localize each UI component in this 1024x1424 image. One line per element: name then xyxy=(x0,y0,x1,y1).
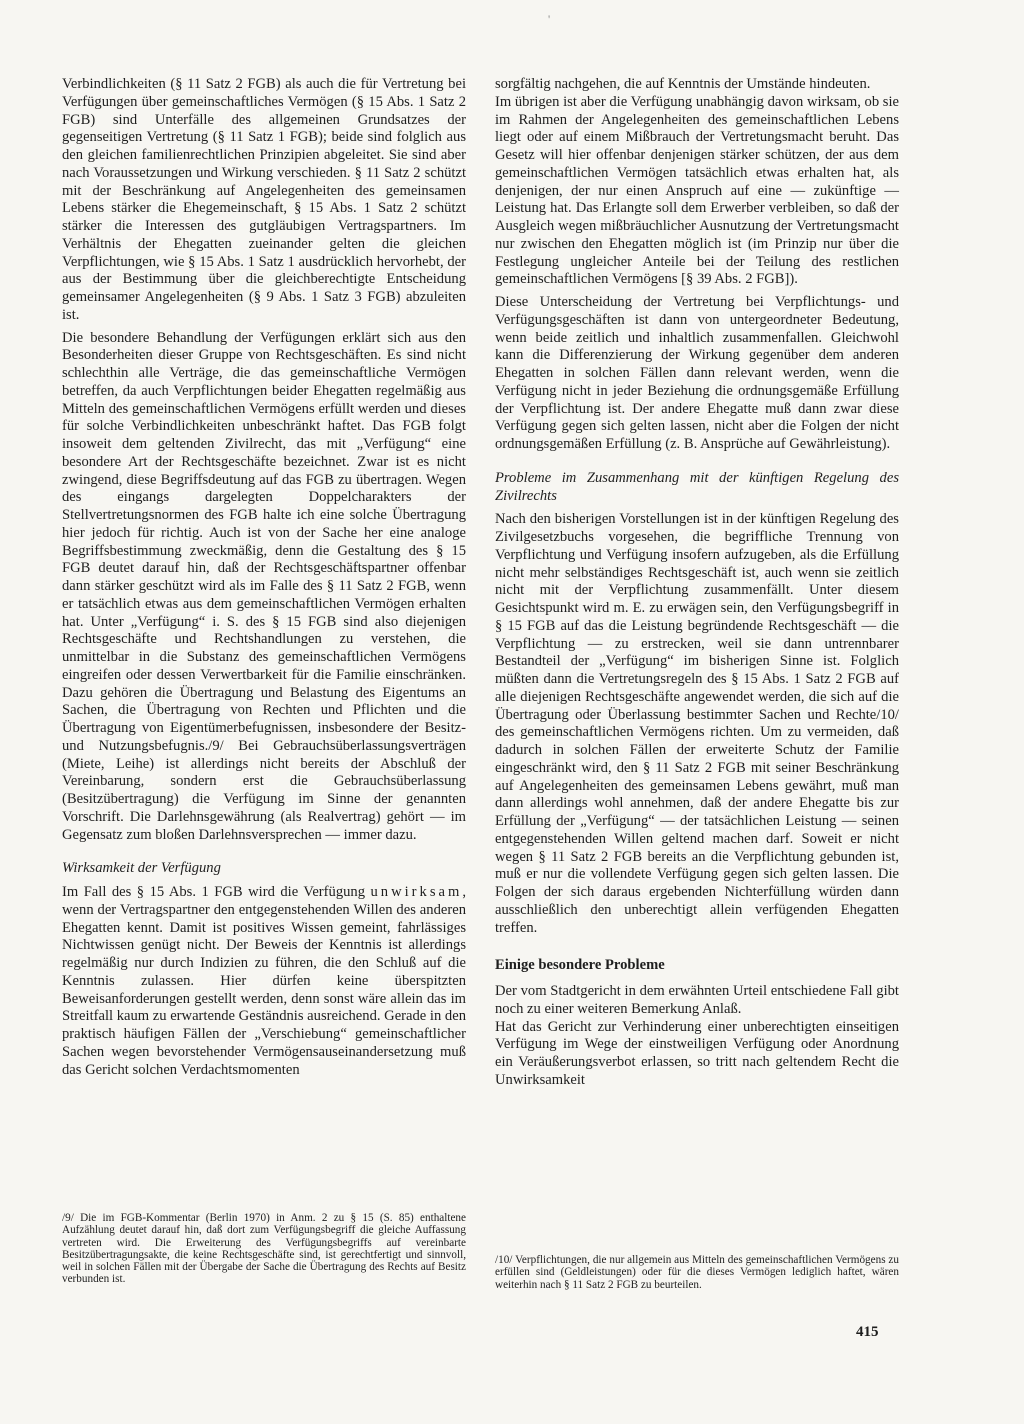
left-column xyxy=(62,76,466,1079)
right-paragraph-6: Hat das Gericht zur Verhinderung einer unberechtigten einseitigen Verfügung im Wege der einstweiligen Verfügung oder Anordnung ein Veräußerungsverbot erlassen, so tritt nach geltendem Recht die Unwirksamkeit xyxy=(495,1018,899,1088)
section-heading-probleme: Probleme im Zusammenhang mit der künftigen Regelung des Zivilrechts xyxy=(495,469,899,504)
footnote-9-text: /9/ Die im FGB-Kommentar (Berlin 1970) in Anm. 2 zu § 15 (S. 85) enthaltene Aufzählung deutet darauf hin, daß dort zum Verfügungsbegriff die gleiche Auffassung vertreten wird. Die Erweiterung des Verfügungsbegriffs auf vereinbarte Besitzübertragungsakte, die keine Rechtsgeschäfte sind, ist gerechtfertigt und sinnvoll, weil in solchen Fällen mit der Übergabe der Sache die Übertragung des Rechts auf Besitz verbunden ist. xyxy=(62,1212,466,1286)
right-paragraph-5: Der vom Stadtgericht in dem erwähnten Urteil entschiedene Fall gibt noch zu einer weiteren Bemerkung Anlaß. xyxy=(495,983,899,1017)
left-paragraph-3-start: Im Fall des § 15 Abs. 1 FGB wird die Verfügung xyxy=(62,884,371,900)
section-heading-besondere-probleme: Einige besondere Probleme xyxy=(495,957,665,974)
right-paragraph-4: Nach den bisherigen Vorstellungen ist in der künftigen Regelung des Zivilgesetzbuchs vorgesehen, die begriffliche Trennung von Verpflichtung und Verfügung insofern aufzugeben, als die Erfüllung nicht mehr selbständiges Rechtsgeschäft ist, auch wenn sie zeitlich nicht mit der Verpflichtung zusammenfällt. Unter diesem Gesichtspunkt wird m. E. zu erwägen sein, den Verfügungsbegriff in § 15 FGB auf das die Leistung begründende Rechtsgeschäft — die Verpflichtung — zu erstrecken, weil sie dann untrennbarer Bestandteil der „Verfügung“ im bisherigen Sinne ist. Folglich müßten dann die Vertretungsregeln des § 15 Abs. 1 Satz 2 FGB auf alle diejenigen Rechtsgeschäfte angewendet werden, die sich auf die Übertragung oder Überlassung bestimmter Sachen und Rechte/10/ des gemeinschaftlichen Vermögens richten. Um zu vermeiden, daß dadurch in solchen Fällen der erweiterte Schutz der Familie eingeschränkt wird, den § 11 Satz 2 FGB mit seiner Beschränkung auf Angelegenheiten des gemeinsamen Lebens gewährt, muß man dann allerdings wohl annehmen, daß der andere Ehegatte bis zur Erfüllung der „Verfügung“ — der tatsächlichen Leistung — seinen entgegenstehenden Willen geltend machen darf. Soweit er nicht wegen § 11 Satz 2 FGB bereits an die Verpflichtung gebunden ist, muß er nur die vollendete Verfügung gegen sich gelten lassen. Die Folgen der sich daraus ergebenden Nichterfüllung würden dann ausschließlich den unberechtigt allein verfügenden Ehegatten treffen. xyxy=(495,511,899,936)
right-paragraph-3: Diese Unterscheidung der Vertretung bei Verpflichtungs- und Verfügungsgeschäften ist dann von untergeordneter Bedeutung, wenn beide zeitlich und inhaltlich zusammenfallen. Gleichwohl kann die Differenzierung der Wirkung gegenüber dem anderen Ehegatten in solchen Fällen dann relevant werden, wenn die Verfügung nicht in jeder Beziehung die ordnungsgemäße Erfüllung der Verpflichtung ist. Der andere Ehegatte muß dann zwar diese Verfügung gegen sich gelten lassen, nicht aber die Folgen der nicht ordnungsgemäßen Erfüllung (z. B. Ansprüche auf Gewährleistung). xyxy=(495,294,899,452)
footnote-10-text: /10/ Verpflichtungen, die nur allgemein aus Mitteln des gemeinschaftlichen Vermögens zu erfüllen sind (Geldleistungen) oder für die dieses Vermögen lediglich haftet, wären weiterhin nach § 11 Satz 2 FGB zu beurteilen. xyxy=(495,1254,899,1291)
left-paragraph-2: Die besondere Behandlung der Verfügungen erklärt sich aus den Besonderheiten dieser Gruppe von Rechtsgeschäften. Es sind nicht schlechthin alle Verträge, die das gemeinschaftliche Vermögen betreffen, da auch Verpflichtungen beider Ehegatten regelmäßig aus Mitteln des gemeinschaftlichen Vermögens erfüllt werden und dieses für solche Verbindlichkeiten unbeschränkt haftet. Das FGB folgt insoweit dem geltenden Zivilrecht, das mit „Verfügung“ eine besondere Art der Rechtsgeschäfte bezeichnet. Zwar ist es nicht zwingend, diese Begriffsdeutung auf das FGB zu übertragen. Wegen des eingangs dargelegten Doppelcharakters der Stellvertretungsnormen des FGB halte ich eine solche Übertragung hier jedoch für richtig. Auch ist von der Sache her eine analoge Begriffsbestimmung zweckmäßig, denn die Gestaltung des § 15 FGB deutet darauf hin, daß der Rechtsgeschäftspartner offenbar dann stärker geschützt wird als im Falle des § 11 Satz 2 FGB, wenn er tatsächlich etwas aus dem gemeinschaftlichen Vermögen erhalten hat. Unter „Verfügung“ i. S. des § 15 FGB sind also diejenigen Rechtsgeschäfte und Rechtshandlungen zu verstehen, die unmittelbar in die Substanz des gemeinschaftlichen Vermögens eingreifen oder dessen Verwertbarkeit für die Familie einschränken. Dazu gehören die Übertragung und Belastung des Eigentums an Sachen, die Übertragung von Rechten und Pflichten und die Übertragung von Eigentümerbefugnissen, insbesondere der Besitz- und Nutzungsbefugnis./9/ Bei Gebrauchsüberlassungsverträgen (Miete, Leihe) ist allerdings nicht bereits der Abschluß der Vereinbarung, sondern erst die Gebrauchsüberlassung (Besitzübertragung) die Verfügung im Sinne der genannten Vorschrift. Die Darlehnsgewährung (als Realvertrag) gehört — im Gegensatz zum bloßen Darlehnsversprechen — immer dazu. xyxy=(62,329,466,843)
corner-mark: ' xyxy=(548,12,551,26)
footnote-10 xyxy=(495,1254,899,1291)
right-paragraph-1: sorgfältig nachgehen, die auf Kenntnis der Umstände hindeuten. xyxy=(495,76,871,92)
emphasis-unwirksam: unwirksam xyxy=(370,884,463,900)
left-paragraph-3-rest: , wenn der Vertragspartner den entgegenstehenden Willen des anderen Ehegatten kennt. Damit ist positives Wissen gemeint, fahrlässiges Nichtwissen genügt nicht. Der Beweis der Kenntnis ist allerdings regelmäßig nur durch Indizien zu führen, die den Schluß auf die Kenntnis zulassen. Hier dürfen keine überspitzten Beweisanforderungen gestellt werden, denn sonst wäre allein das im Streitfall kaum zu erwartende Geständnis ausreichend. Gerade in den praktisch häufigen Fällen der „Verschiebung“ gemeinschaftlicher Sachen wegen bevorstehender Vermögensauseinandersetzung muß das Gericht solchen Verdachtsmomenten xyxy=(62,884,467,1078)
footnote-9 xyxy=(62,1212,466,1286)
left-paragraph-1: Verbindlichkeiten (§ 11 Satz 2 FGB) als auch die für Vertretung bei Verfügungen über gemeinschaftliches Vermögen (§ 15 Abs. 1 Satz 2 FGB) sind Unterfälle des allgemeinen Grundsatzes der gegenseitigen Vertretung (§ 11 Satz 1 FGB); beide sind folglich aus den gleichen familienrechtlichen Prinzipien abgeleitet. Sie sind aber nach Voraussetzungen und Wirkung verschieden. § 11 Satz 2 schützt mit der Beschränkung auf Angelegenheiten des gemeinsamen Lebens stärker die Ehegemeinschaft, § 15 Abs. 1 Satz 2 schützt stärker die Interessen des gutgläubigen Vertragspartners. Im Verhältnis der Ehegatten zueinander gelten die gleichen Verpflichtungen, wie § 15 Abs. 1 Satz 1 ausdrücklich hervorhebt, der aus der Bestimmung über die gleichberechtigte Entscheidung gemeinsamer Angelegenheiten (§ 9 Abs. 1 Satz 3 FGB) abzuleiten ist. xyxy=(62,76,466,323)
right-paragraph-2: Im übrigen ist aber die Verfügung unabhängig davon wirksam, ob sie im Rahmen der Angelegenheiten des gemeinschaftlichen Lebens liegt oder auf einem Mißbrauch der Vertretungsmacht beruht. Das Gesetz will hier offenbar denjenigen stärker schützen, der aus dem gemeinschaftlichen Vermögen tatsächlich etwas erhalten hat, als denjenigen, der nur einen Anspruch auf eine — zukünftige — Leistung hat. Das Erlangte soll dem Erwerber verbleiben, so daß der Ausgleich wegen mißbräuchlicher Ausnutzung der Vertretungsmacht nur zwischen den Ehegatten möglich ist (im Prinzip nur über die Festlegung ungleicher Anteile bei der Teilung des restlichen gemeinschaftlichen Vermögens [§ 39 Abs. 2 FGB]). xyxy=(495,93,899,288)
page-number: 415 xyxy=(856,1324,879,1340)
left-paragraph-3 xyxy=(62,884,466,1079)
right-column xyxy=(495,76,899,1090)
section-heading-wirksamkeit: Wirksamkeit der Verfügung xyxy=(62,860,221,877)
